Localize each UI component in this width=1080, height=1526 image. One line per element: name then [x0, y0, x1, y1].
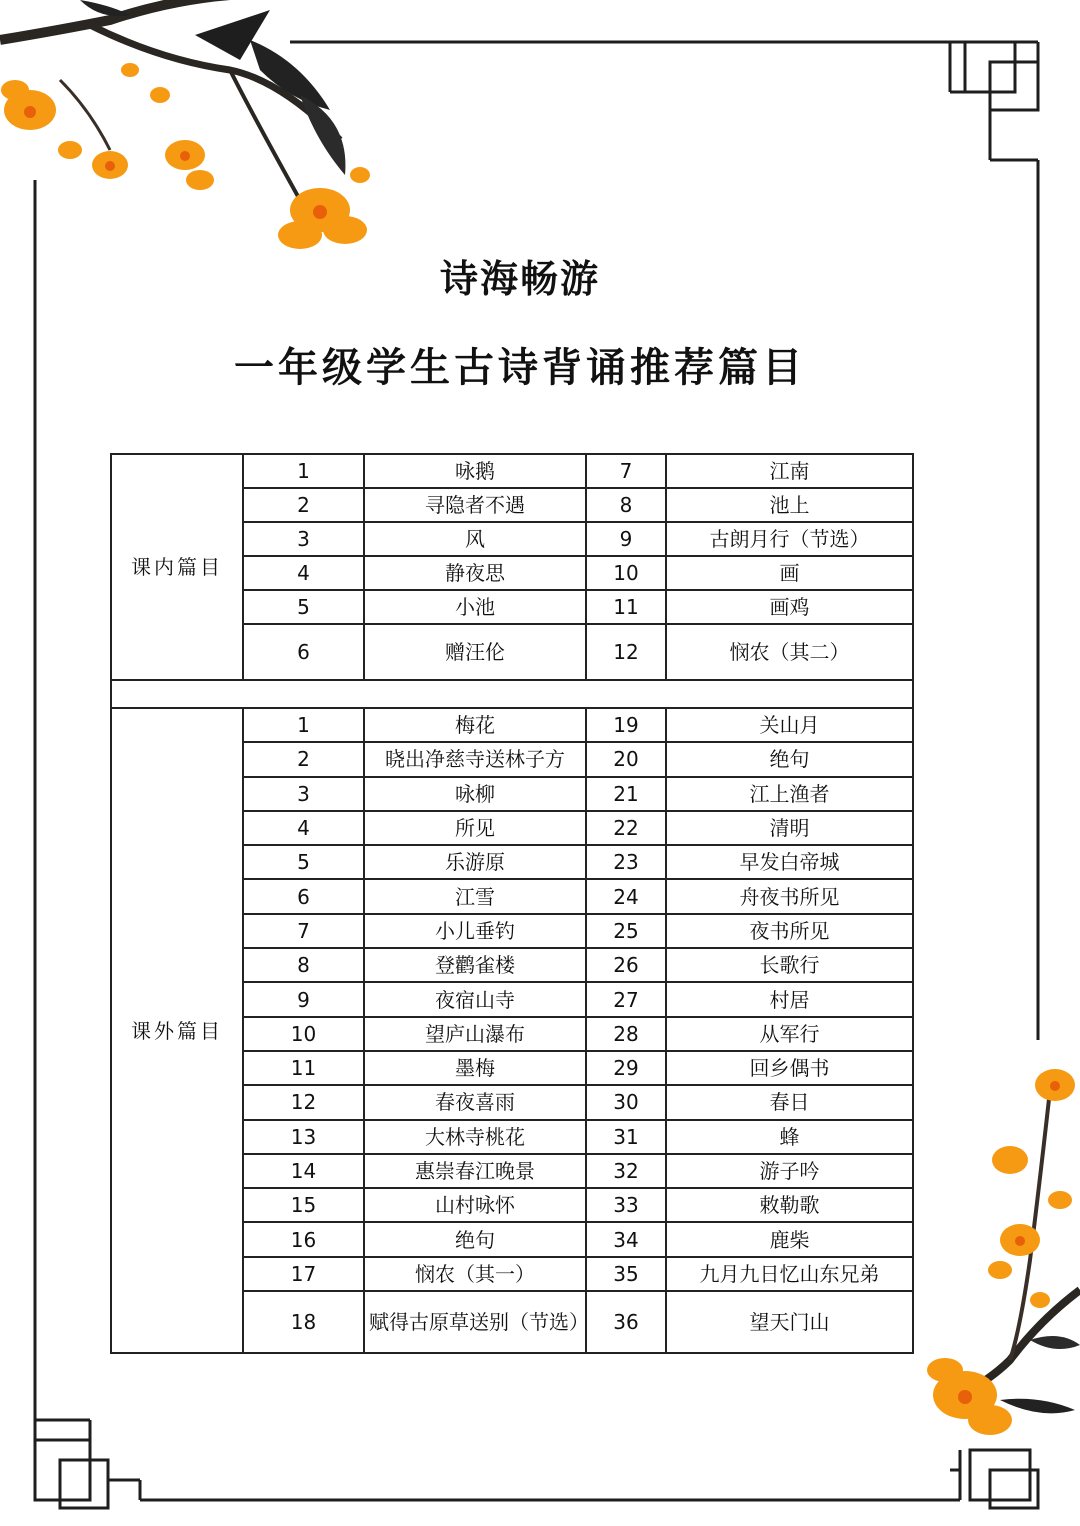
poem-title: 游子吟: [666, 1154, 913, 1188]
poem-title: 梅花: [364, 708, 586, 742]
poem-title: 夜宿山寺: [364, 982, 586, 1016]
section-divider-cell: [111, 680, 913, 708]
blossom-branch-bottom-right: [927, 1069, 1080, 1435]
row-number: 20: [586, 742, 666, 776]
poem-title: 画鸡: [666, 590, 913, 624]
row-number: 2: [243, 488, 364, 522]
row-number: 30: [586, 1085, 666, 1119]
row-number: 2: [243, 742, 364, 776]
poem-title: 所见: [364, 811, 586, 845]
row-number: 4: [243, 556, 364, 590]
poem-title: 村居: [666, 982, 913, 1016]
poem-title: 大林寺桃花: [364, 1120, 586, 1154]
poem-title: 江雪: [364, 879, 586, 913]
row-number: 27: [586, 982, 666, 1016]
corner-lattice-bottom-right: [950, 1450, 1038, 1508]
row-number: 31: [586, 1120, 666, 1154]
poem-title: 乐游原: [364, 845, 586, 879]
section-divider-row: [111, 680, 913, 708]
poem-title: 江上渔者: [666, 777, 913, 811]
poem-title: 舟夜书所见: [666, 879, 913, 913]
row-number: 8: [243, 948, 364, 982]
row-number: 12: [243, 1085, 364, 1119]
poem-title: 蜂: [666, 1120, 913, 1154]
row-number: 9: [243, 982, 364, 1016]
row-number: 15: [243, 1188, 364, 1222]
poem-title: 惠崇春江晚景: [364, 1154, 586, 1188]
poem-title: 从军行: [666, 1017, 913, 1051]
poem-title: 晓出净慈寺送林子方: [364, 742, 586, 776]
row-number: 4: [243, 811, 364, 845]
section-label-in-class: 课内篇目: [111, 454, 243, 680]
row-number: 3: [243, 522, 364, 556]
poem-title: 小池: [364, 590, 586, 624]
row-number: 17: [243, 1257, 364, 1291]
row-number: 11: [586, 590, 666, 624]
poem-title: 关山月: [666, 708, 913, 742]
table-row: [111, 708, 913, 742]
row-number: 10: [586, 556, 666, 590]
poem-title: 回乡偶书: [666, 1051, 913, 1085]
blossom-branch-top-left: [0, 0, 370, 249]
row-number: 8: [586, 488, 666, 522]
row-number: 5: [243, 845, 364, 879]
poem-title: 江南: [666, 454, 913, 488]
corner-lattice-top-right: [950, 42, 1038, 160]
row-number: 18: [243, 1291, 364, 1353]
row-number: 33: [586, 1188, 666, 1222]
row-number: 11: [243, 1051, 364, 1085]
row-number: 9: [586, 522, 666, 556]
poem-title: 望庐山瀑布: [364, 1017, 586, 1051]
poem-title: 望天门山: [666, 1291, 913, 1353]
poem-title: 春日: [666, 1085, 913, 1119]
poem-title: 九月九日忆山东兄弟: [666, 1257, 913, 1291]
row-number: 14: [243, 1154, 364, 1188]
poem-title: 咏柳: [364, 777, 586, 811]
poem-title: 画: [666, 556, 913, 590]
poem-title: 风: [364, 522, 586, 556]
poem-title: 鹿柴: [666, 1222, 913, 1256]
poem-title: 赋得古原草送别（节选）: [364, 1291, 586, 1353]
row-number: 10: [243, 1017, 364, 1051]
row-number: 24: [586, 879, 666, 913]
poem-title: 长歌行: [666, 948, 913, 982]
corner-lattice-bottom-left: [35, 1420, 140, 1508]
row-number: 6: [243, 879, 364, 913]
row-number: 3: [243, 777, 364, 811]
row-number: 32: [586, 1154, 666, 1188]
poem-title: 早发白帝城: [666, 845, 913, 879]
poem-title: 墨梅: [364, 1051, 586, 1085]
poem-title: 小儿垂钓: [364, 914, 586, 948]
poem-title: 悯农（其二）: [666, 624, 913, 680]
row-number: 12: [586, 624, 666, 680]
row-number: 28: [586, 1017, 666, 1051]
page-title: 诗海畅游: [439, 256, 600, 301]
poem-title: 古朗月行（节选）: [666, 522, 913, 556]
row-number: 36: [586, 1291, 666, 1353]
poem-title: 清明: [666, 811, 913, 845]
row-number: 34: [586, 1222, 666, 1256]
poem-title: 登鹳雀楼: [364, 948, 586, 982]
poem-title: 咏鹅: [364, 454, 586, 488]
row-number: 1: [243, 454, 364, 488]
poem-title: 悯农（其一）: [364, 1257, 586, 1291]
row-number: 22: [586, 811, 666, 845]
row-number: 6: [243, 624, 364, 680]
poem-title: 池上: [666, 488, 913, 522]
row-number: 35: [586, 1257, 666, 1291]
poem-title: 山村咏怀: [364, 1188, 586, 1222]
page-subtitle: 一年级学生古诗背诵推荐篇目: [234, 344, 806, 391]
row-number: 29: [586, 1051, 666, 1085]
row-number: 5: [243, 590, 364, 624]
poem-table-body: [111, 454, 913, 1353]
row-number: 23: [586, 845, 666, 879]
poem-title: 绝句: [364, 1222, 586, 1256]
poem-table: [110, 453, 914, 1354]
row-number: 25: [586, 914, 666, 948]
row-number: 7: [586, 454, 666, 488]
table-row: [111, 454, 913, 488]
row-number: 26: [586, 948, 666, 982]
section-label-extra: 课外篇目: [111, 708, 243, 1353]
poem-title: 敕勒歌: [666, 1188, 913, 1222]
row-number: 19: [586, 708, 666, 742]
poem-title: 夜书所见: [666, 914, 913, 948]
poem-title: 赠汪伦: [364, 624, 586, 680]
poem-title: 静夜思: [364, 556, 586, 590]
poem-title: 寻隐者不遇: [364, 488, 586, 522]
poem-title: 春夜喜雨: [364, 1085, 586, 1119]
row-number: 16: [243, 1222, 364, 1256]
row-number: 7: [243, 914, 364, 948]
poem-title: 绝句: [666, 742, 913, 776]
row-number: 13: [243, 1120, 364, 1154]
row-number: 1: [243, 708, 364, 742]
row-number: 21: [586, 777, 666, 811]
